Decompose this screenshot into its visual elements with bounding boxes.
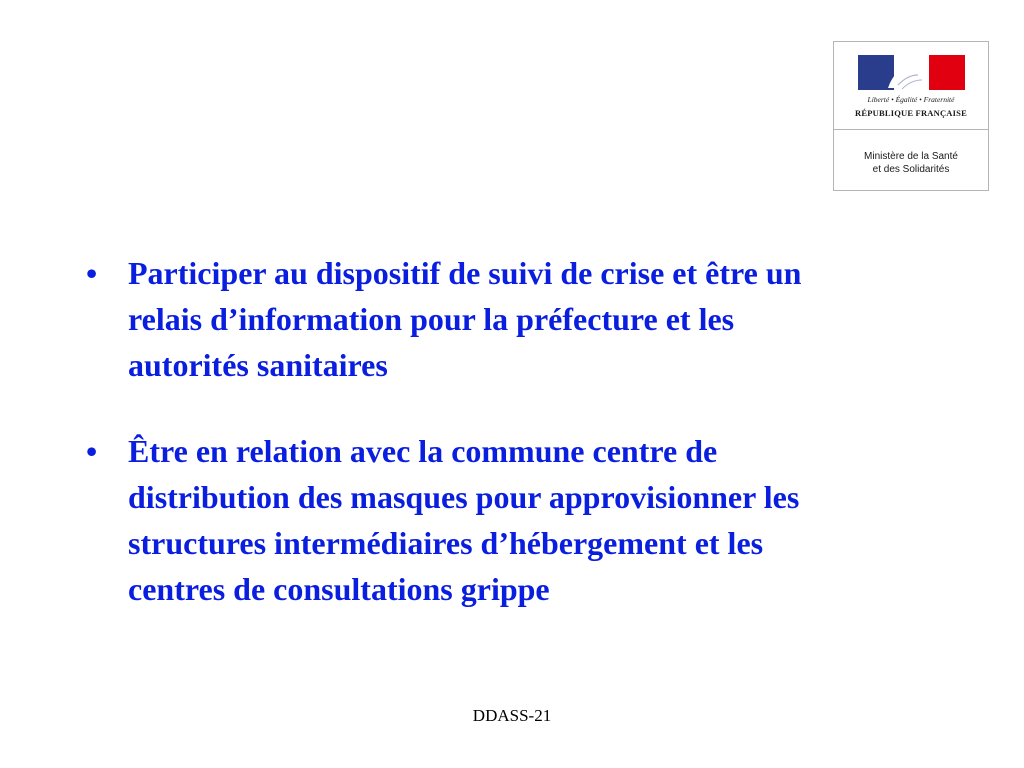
logo-republique-francaise: RÉPUBLIQUE FRANÇAISE	[855, 108, 967, 118]
bullet-icon: •	[86, 255, 98, 291]
marianne-emblem-icon	[858, 55, 965, 90]
bullet-line: structures intermédiaires d’hébergement et les	[128, 525, 764, 561]
bullet-icon: •	[86, 433, 98, 469]
logo-ministere	[834, 150, 988, 176]
bullet-item-masques	[86, 428, 986, 612]
bullet-line: Être en relation avec la commune centre de	[128, 433, 718, 469]
bullet-list	[86, 250, 986, 612]
ministere-line-1: Ministère de la Santé	[864, 151, 958, 162]
bullet-line: centres de consultations grippe	[128, 571, 550, 607]
bullet-line: distribution des masques pour approvisionner les	[128, 479, 800, 515]
slide-footer: DDASS-21	[472, 706, 552, 725]
bullet-line: Participer au dispositif de suivi de crise et être un	[128, 255, 802, 291]
logo-marianne-block	[834, 42, 988, 129]
republique-francaise-logo	[833, 41, 989, 191]
bullet-line: autorités sanitaires	[128, 347, 388, 383]
bullet-line: relais d’information pour la préfecture et les	[128, 301, 735, 337]
logo-motto: Liberté • Égalité • Fraternité	[867, 95, 955, 104]
bullet-item-crise	[86, 250, 986, 388]
ministere-line-2: et des Solidarités	[872, 164, 950, 175]
logo-divider	[834, 129, 988, 130]
